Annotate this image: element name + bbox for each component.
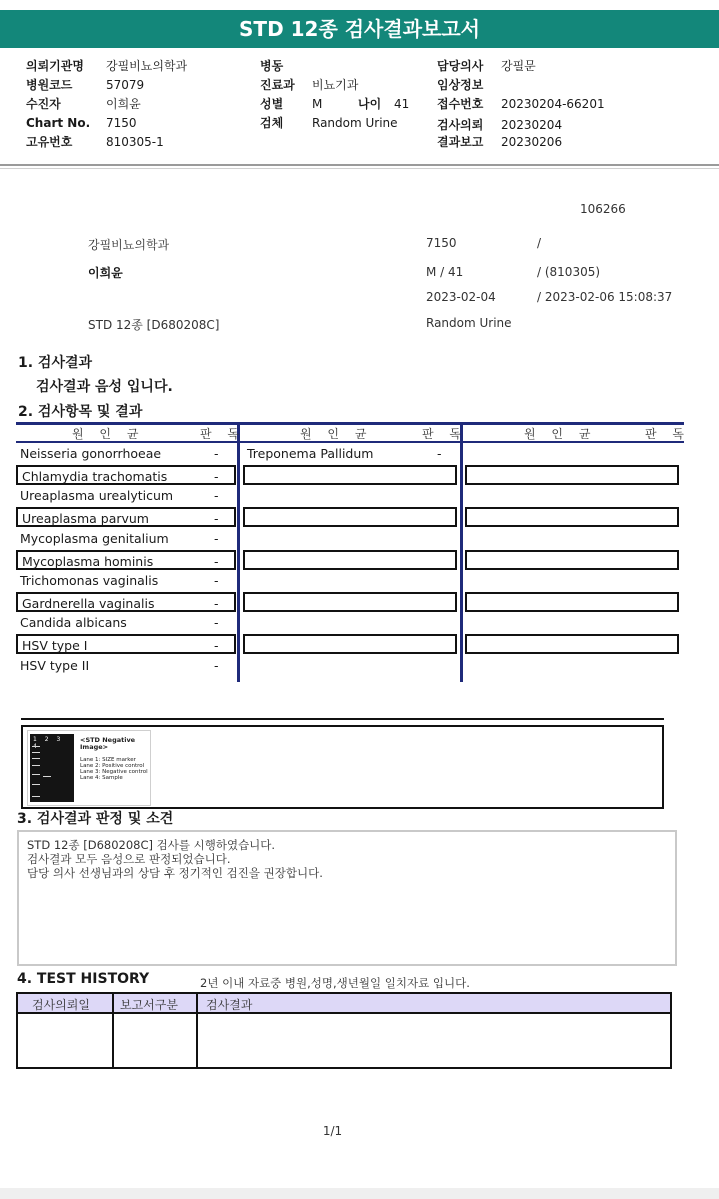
- label: 검사의뢰: [437, 118, 484, 132]
- header-chart-no: [26, 116, 137, 130]
- history-table: [16, 992, 672, 1069]
- result-row: [16, 507, 236, 527]
- empty-result-cell: [243, 550, 457, 570]
- report-hospital: 강필비뇨의학과: [88, 238, 170, 252]
- value: 41: [394, 97, 410, 111]
- gel-legend-line: Lane 3: Negative control: [80, 769, 148, 775]
- header-sex: [260, 95, 322, 112]
- pathogen-result: -: [214, 658, 219, 673]
- results-column-divider: [237, 424, 240, 682]
- section2-heading: 2. 검사항목 및 결과: [18, 404, 143, 420]
- pathogen-result: -: [214, 615, 219, 630]
- pathogen-result: -: [214, 511, 219, 526]
- empty-result-cell: [243, 592, 457, 612]
- value: 20230204-66201: [501, 97, 605, 111]
- label: 수진자: [26, 97, 61, 111]
- empty-result-cell: [243, 465, 457, 485]
- label: 접수번호: [437, 97, 484, 111]
- history-col-report-type: 보고서구분: [120, 998, 178, 1012]
- page-bottom-band: [0, 1188, 719, 1199]
- results-column-divider: [460, 424, 463, 682]
- pathogen-result: -: [214, 469, 219, 484]
- empty-result-cell: [465, 507, 679, 527]
- header-report-date: [437, 133, 562, 150]
- result-row: [16, 444, 236, 464]
- header-specimen: [260, 114, 398, 131]
- page-number: 1/1: [322, 1124, 343, 1138]
- pathogen-name: Chlamydia trachomatis: [22, 469, 168, 484]
- empty-result-cell: [465, 592, 679, 612]
- result-row: [16, 613, 236, 633]
- label: 검체: [260, 116, 284, 130]
- history-note: 2년 이내 자료중 병원,성명,생년월일 일치자료 입니다.: [200, 976, 470, 990]
- label: 진료과: [260, 78, 295, 92]
- pathogen-result: -: [214, 596, 219, 611]
- header-doctor: [437, 57, 536, 74]
- marker-band: [32, 784, 40, 785]
- value: 이희윤: [106, 97, 141, 111]
- result-row: [16, 571, 236, 591]
- empty-result-cell: [465, 634, 679, 654]
- report-test-name: STD 12종 [D680208C]: [88, 318, 220, 332]
- pathogen-result: -: [214, 638, 219, 653]
- marker-band: [32, 752, 40, 753]
- empty-result-cell: [465, 550, 679, 570]
- history-column-divider: [196, 994, 198, 1067]
- report-specimen: Random Urine: [426, 316, 512, 330]
- gel-lanes-image: [30, 734, 74, 802]
- opinion-box: [17, 830, 677, 966]
- header-hospital-code: [26, 76, 144, 93]
- opinion-line: 검사결과 모두 음성으로 판정되었습니다.: [27, 852, 231, 866]
- col-header-pathogen: 원 인 균: [300, 427, 373, 441]
- opinion-line: 담당 의사 선생님과의 상담 후 정기적인 검진을 권장합니다.: [27, 866, 323, 880]
- header-request-date: [437, 116, 562, 133]
- result-row: [243, 444, 457, 464]
- pathogen-result: -: [214, 488, 219, 503]
- history-col-result: 검사결과: [206, 998, 253, 1012]
- report-report-datetime: / 2023-02-06 15:08:37: [537, 290, 673, 304]
- result-row: [16, 592, 236, 612]
- label: 병동: [260, 59, 284, 73]
- pathogen-name: HSV type I: [22, 638, 88, 653]
- report-patient: 이희윤: [88, 266, 123, 280]
- report-number: 106266: [580, 202, 626, 216]
- pathogen-result: -: [214, 573, 219, 588]
- pathogen-name: Ureaplasma urealyticum: [20, 488, 174, 503]
- value: 7150: [106, 116, 137, 130]
- value: Random Urine: [312, 116, 398, 130]
- value: M: [312, 97, 323, 111]
- result-row: [16, 486, 236, 506]
- header-clinical-info: [437, 76, 501, 93]
- gel-lane-numbers: 1 2 3: [33, 736, 64, 743]
- pathogen-name: Neisseria gonorrhoeae: [20, 446, 162, 461]
- label: 성별: [260, 97, 284, 111]
- report-birth: / (810305): [537, 265, 601, 279]
- header-receipt-no: [437, 95, 605, 112]
- result-row: [16, 529, 236, 549]
- result-row: [16, 465, 236, 485]
- pathogen-result: -: [214, 554, 219, 569]
- pathogen-name: Trichomonas vaginalis: [20, 573, 159, 588]
- section1-summary: 검사결과 음성 입니다.: [36, 379, 173, 395]
- result-row: [16, 656, 236, 676]
- marker-band: [32, 765, 40, 766]
- value: 57079: [106, 78, 145, 92]
- header-divider-thin: [0, 168, 719, 169]
- pathogen-result: -: [214, 531, 219, 546]
- label: 고유번호: [26, 135, 73, 149]
- col-header-judgement: 판 독: [200, 427, 245, 441]
- marker-band: [32, 774, 40, 775]
- gel-legend: [80, 737, 150, 781]
- empty-result-cell: [243, 634, 457, 654]
- report-chart: 7150: [426, 236, 457, 250]
- pathogen-name: Mycoplasma hominis: [22, 554, 154, 569]
- empty-result-cell: [243, 507, 457, 527]
- label: 임상정보: [437, 78, 484, 92]
- label: 결과보고: [437, 135, 484, 149]
- marker-band: [32, 796, 40, 797]
- gel-divider: [21, 718, 664, 720]
- section1-heading: 1. 검사결과: [18, 355, 93, 371]
- value: 20230206: [501, 135, 563, 149]
- pathogen-name: HSV type II: [20, 658, 90, 673]
- pathogen-name: Mycoplasma genitalium: [20, 531, 169, 546]
- report-title: STD 12종 검사결과보고서: [0, 10, 719, 48]
- pathogen-result: -: [437, 446, 442, 461]
- section4-heading: 4. TEST HISTORY: [17, 971, 150, 987]
- gel-title: <STD Negative Image>: [80, 736, 136, 751]
- header-age: [358, 95, 409, 112]
- header-department: [260, 76, 358, 93]
- gel-legend-line: Lane 1: SIZE marker: [80, 757, 136, 763]
- report-slash: /: [537, 236, 542, 250]
- value: 810305-1: [106, 135, 164, 149]
- pathogen-name: Treponema Pallidum: [247, 446, 374, 461]
- history-col-request-date: 검사의뢰일: [32, 998, 90, 1012]
- value: 비뇨기과: [312, 78, 359, 92]
- history-table-header: [18, 994, 670, 1014]
- header-unique-no: [26, 133, 164, 150]
- value: 강필비뇨의학과: [106, 59, 188, 73]
- empty-result-cell: [465, 465, 679, 485]
- pathogen-result: -: [214, 446, 219, 461]
- header-patient: [26, 95, 141, 112]
- header-divider: [0, 164, 719, 166]
- label: Chart No.: [26, 116, 91, 130]
- result-row: [16, 550, 236, 570]
- marker-band: [32, 746, 40, 747]
- header-hospital: [26, 57, 187, 74]
- header-ward: [260, 57, 312, 74]
- value: 강필문: [501, 59, 536, 73]
- col-header-judgement: 판 독: [645, 427, 690, 441]
- label: 담당의사: [437, 59, 484, 73]
- col-header-pathogen: 원 인 균: [524, 427, 597, 441]
- positive-band: [43, 776, 51, 777]
- result-row: [16, 634, 236, 654]
- gel-electrophoresis-image: [27, 730, 151, 806]
- col-header-pathogen: 원 인 균: [72, 427, 145, 441]
- gel-legend-line: Lane 4: Sample: [80, 775, 123, 781]
- label: 의뢰기관명: [26, 59, 84, 73]
- gel-legend-line: Lane 2: Positive control: [80, 763, 145, 769]
- opinion-line: STD 12종 [D680208C] 검사를 시행하였습니다.: [27, 838, 276, 852]
- pathogen-name: Gardnerella vaginalis: [22, 596, 155, 611]
- report-request-date: 2023-02-04: [426, 290, 496, 304]
- report-sex-age: M / 41: [426, 265, 464, 279]
- value: 20230204: [501, 118, 563, 132]
- col-header-judgement: 판 독: [422, 427, 467, 441]
- marker-band: [32, 758, 40, 759]
- pathogen-name: Ureaplasma parvum: [22, 511, 149, 526]
- pathogen-name: Candida albicans: [20, 615, 127, 630]
- label: 병원코드: [26, 78, 73, 92]
- label: 나이: [358, 97, 382, 111]
- history-column-divider: [112, 994, 114, 1067]
- section3-heading: 3. 검사결과 판정 및 소견: [17, 811, 174, 827]
